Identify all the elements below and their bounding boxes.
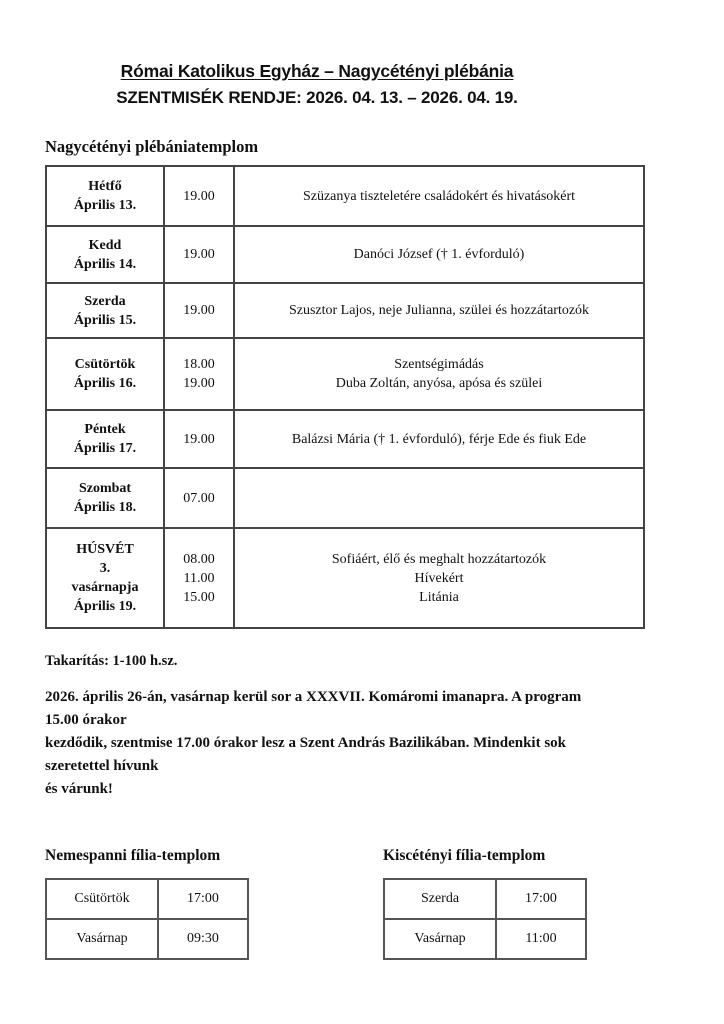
table-row-tuesday bbox=[46, 226, 644, 283]
day-cell bbox=[46, 338, 164, 410]
day-cell: Vasárnap bbox=[384, 919, 496, 959]
day-cell: Szerda bbox=[384, 879, 496, 919]
day-cell bbox=[46, 468, 164, 528]
filia-sections-row bbox=[45, 847, 589, 960]
time-cell bbox=[164, 283, 234, 338]
time-cell bbox=[164, 468, 234, 528]
intention-line: Szusztor Lajos, neje Julianna, szülei és hozzátartozók bbox=[288, 303, 590, 318]
day-name: 3. bbox=[99, 561, 111, 576]
announcement-line: kezdődik, szentmise 17.00 órakor lesz a Szent András Bazilikában. Mindenkit sok szeretettel hívunk bbox=[45, 735, 567, 774]
cleaning-note: Takarítás: 1-100 h.sz. bbox=[45, 653, 178, 669]
day-cell: Csütörtök bbox=[46, 879, 158, 919]
intention-cell bbox=[234, 283, 644, 338]
day-name: Kedd bbox=[88, 237, 122, 253]
day-date: Április 17. bbox=[73, 441, 137, 456]
intention-line: Litánia bbox=[419, 589, 459, 605]
intention-line: Szüzanya tiszteletére családokért és hivatásokért bbox=[302, 188, 576, 204]
page-title-text: Római Katolikus Egyház – Nagycétényi plébánia bbox=[120, 61, 514, 81]
day-cell bbox=[46, 166, 164, 226]
mass-time: 08.00 bbox=[183, 551, 215, 567]
day-cell bbox=[46, 226, 164, 283]
table-row bbox=[384, 919, 586, 959]
day-cell bbox=[46, 283, 164, 338]
day-cell bbox=[46, 410, 164, 468]
intention-cell bbox=[234, 226, 644, 283]
main-section-heading: Nagycétényi plébániatemplom bbox=[45, 137, 259, 156]
table-row bbox=[384, 879, 586, 919]
announcement-line: és várunk! bbox=[45, 781, 113, 797]
intention-line: Duba Zoltán, anyósa, apósa és szülei bbox=[335, 376, 543, 391]
filia-heading: Kiscétényi fília-templom bbox=[383, 847, 546, 864]
time-cell: 11:00 bbox=[496, 919, 586, 959]
intention-cell bbox=[234, 468, 644, 528]
filia-table-nemespanni bbox=[45, 878, 249, 960]
filia-section-kiscetenyi bbox=[383, 847, 589, 960]
day-date: Április 19. bbox=[73, 599, 137, 614]
table-row bbox=[46, 879, 248, 919]
intention-line: Szentségimádás bbox=[394, 357, 484, 372]
day-date: Április 16. bbox=[73, 376, 137, 391]
day-date: Április 14. bbox=[73, 256, 137, 272]
mass-time: 18.00 bbox=[183, 357, 215, 372]
time-cell bbox=[164, 226, 234, 283]
mass-time: 19.00 bbox=[183, 188, 215, 204]
table-row-saturday bbox=[46, 468, 644, 528]
intention-cell bbox=[234, 166, 644, 226]
table-row-monday bbox=[46, 166, 644, 226]
intention-line: Balázsi Mária († 1. évforduló), férje Ede és fiuk Ede bbox=[291, 431, 587, 447]
time-cell bbox=[164, 410, 234, 468]
page-title bbox=[45, 60, 589, 82]
day-date: Április 13. bbox=[73, 198, 137, 213]
mass-time: 15.00 bbox=[183, 589, 215, 605]
intention-line: Sofiáért, élő és meghalt hozzátartozók bbox=[331, 551, 547, 567]
mass-time: 11.00 bbox=[183, 570, 215, 586]
table-row-easter-sunday bbox=[46, 528, 644, 628]
filia-heading: Nemespanni fília-templom bbox=[45, 847, 221, 864]
intention-line: Danóci József († 1. évforduló) bbox=[353, 247, 525, 262]
day-name: Hétfő bbox=[88, 179, 122, 194]
day-name: Szerda bbox=[84, 293, 126, 309]
mass-schedule-table-body bbox=[46, 166, 644, 628]
time-cell bbox=[164, 338, 234, 410]
mass-time: 07.00 bbox=[183, 490, 215, 506]
day-cell: Vasárnap bbox=[46, 919, 158, 959]
day-cell bbox=[46, 528, 164, 628]
day-date: Április 18. bbox=[73, 500, 137, 515]
mass-schedule-table bbox=[45, 165, 645, 629]
time-cell bbox=[164, 528, 234, 628]
intention-line: Hívekért bbox=[414, 570, 464, 586]
filia-table-kiscetenyi bbox=[383, 878, 587, 960]
time-cell: 17:00 bbox=[158, 879, 248, 919]
announcement-paragraph bbox=[45, 686, 589, 801]
day-name: HÚSVÉT bbox=[76, 542, 134, 557]
intention-cell bbox=[234, 338, 644, 410]
announcement-line: 2026. április 26-án, vasárnap kerül sor a XXXVII. Komáromi imanapra. A program 15.00 órakor bbox=[45, 689, 582, 728]
time-cell: 09:30 bbox=[158, 919, 248, 959]
mass-time: 19.00 bbox=[183, 303, 215, 318]
day-date: Április 15. bbox=[73, 312, 137, 328]
table-row bbox=[46, 919, 248, 959]
mass-time: 19.00 bbox=[183, 376, 215, 391]
page-subtitle: SZENTMISÉK RENDJE: 2026. 04. 13. – 2026. 04. 19. bbox=[116, 88, 518, 107]
intention-cell bbox=[234, 528, 644, 628]
day-name: Csütörtök bbox=[74, 357, 136, 372]
time-cell: 17:00 bbox=[496, 879, 586, 919]
time-cell bbox=[164, 166, 234, 226]
intention-cell bbox=[234, 410, 644, 468]
table-row-wednesday bbox=[46, 283, 644, 338]
filia-section-nemespanni bbox=[45, 847, 383, 960]
day-name: vasárnapja bbox=[71, 580, 139, 595]
mass-time: 19.00 bbox=[183, 431, 215, 447]
day-name: Szombat bbox=[78, 481, 132, 496]
table-row-thursday bbox=[46, 338, 644, 410]
table-row-friday bbox=[46, 410, 644, 468]
mass-time: 19.00 bbox=[183, 247, 215, 262]
day-name: Péntek bbox=[84, 422, 126, 437]
